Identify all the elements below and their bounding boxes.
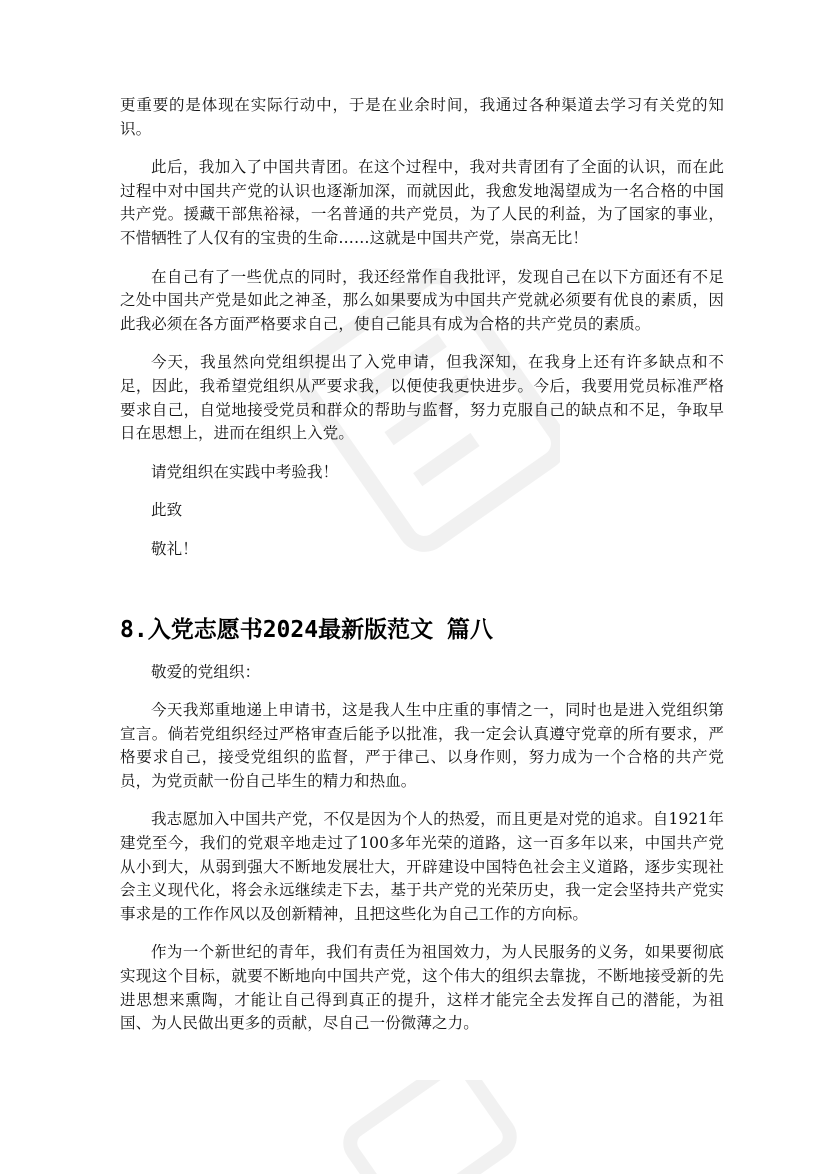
watermark-logo-icon-bottom <box>330 1080 530 1174</box>
paragraph-test-me: 请党组织在实践中考验我！ <box>151 462 339 481</box>
section-title: 8.入党志愿书2024最新版范文 篇八 <box>120 616 493 643</box>
paragraph-communist-youth-league: 此后，我加入了中国共青团。在这个过程中，我对共青团有了全面的认识，而在此过程中对中国共产党的认识也逐渐加深，而就因此，我愈发地渴望成为一名合格的中国共产党。援藏干部焦裕禄，一名普通的共产党员，为了人民的利益，为了国家的事业，不惜牺牲了人仅有的宝贵的生命……这就是中国共产党，崇高无比！ <box>120 158 724 247</box>
paragraph-self-criticism: 在自己有了一些优点的同时，我还经常作自我批评，发现自己在以下方面还有不足之处中国共产党是如此之神圣，那么如果要成为中国共产党就必须要有优良的素质，因此我必须在各方面严格要求自己，使自己能具有成为合格的共产党员的素质。 <box>120 267 724 333</box>
paragraph-new-century-youth: 作为一个新世纪的青年，我们有责任为祖国效力，为人民服务的义务，如果要彻底实现这个目标，就要不断地向中国共产党，这个伟大的组织去靠拢，不断地接受新的先进思想来熏陶，才能让自己得到真正的提升，这样才能完全去发挥自己的潜能，为祖国、为人民做出更多的贡献，尽自己一份微薄之力。 <box>120 943 724 1033</box>
document-body <box>120 94 724 1036</box>
paragraph-continued: 更重要的是体现在实际行动中，于是在业余时间，我通过各种渠道去学习有关党的知识。 <box>120 96 724 138</box>
paragraph-volunteer: 我志愿加入中国共产党，不仅是因为个人的热爱，而且更是对党的追求。自1921年建党至今，我们的党艰辛地走过了100多年光荣的道路，这一百多年以来，中国共产党从小到大，从弱到强大不断地发展壮大，开辟建设中国特色社会主义道路，逐步实现社会主义现代化，将会永远继续走下去，基于共产党的光荣历史，我一定会坚持共产党实事求是的工作作风以及创新精神，且把这些化为自己工作的方向标。 <box>120 810 724 923</box>
paragraph-salutation: 敬爱的党组织： <box>151 662 261 681</box>
paragraph-submission: 今天我郑重地递上申请书，这是我人生中庄重的事情之一，同时也是进入党组织第宣言。倘若党组织经过严格审查后能予以批准，我一定会认真遵守党章的所有要求，严格要求自己，接受党组织的监督，严于律己、以身作则，努力成为一个合格的共产党员，为党贡献一份自己毕生的精力和热血。 <box>120 701 724 790</box>
paragraph-cizhi: 此致 <box>151 501 183 520</box>
paragraph-jingli: 敬礼！ <box>151 539 198 558</box>
paragraph-application: 今天，我虽然向党组织提出了入党申请，但我深知，在我身上还有许多缺点和不足，因此，我希望党组织从严要求我，以便使我更快进步。今后，我要用党员标准严格要求自己，自觉地接受党员和群众的帮助与监督，努力克服自己的缺点和不足，争取早日在思想上，进而在组织上入党。 <box>120 353 724 443</box>
